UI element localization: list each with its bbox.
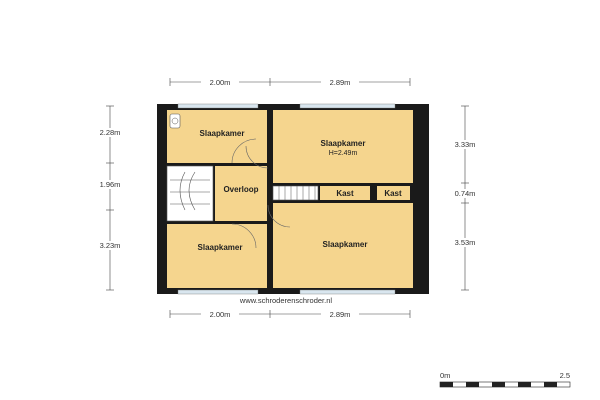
staircase-left <box>167 166 213 221</box>
room-slaapkamer-bottom-left <box>167 224 267 288</box>
sink-icon <box>170 114 180 128</box>
label-kast-2: Kast <box>384 189 402 198</box>
dim-left-2: 1.96m <box>99 180 121 189</box>
label-kast-1: Kast <box>336 189 354 198</box>
label-height: H=2.49m <box>328 150 358 157</box>
dim-top-left: 2.00m <box>209 78 231 87</box>
label-slaapkamer-top-left: Slaapkamer <box>199 129 245 138</box>
dim-right-1: 3.33m <box>454 140 476 149</box>
dim-left-1: 2.28m <box>99 128 121 137</box>
dim-bottom-right: 2.89m <box>329 310 351 319</box>
dim-bottom-left: 2.00m <box>209 310 231 319</box>
dim-right-3: 3.53m <box>454 238 476 247</box>
scale-bar <box>440 382 570 387</box>
scale-end-label: 2.5 <box>559 371 570 380</box>
label-slaapkamer-top-right: Slaapkamer <box>320 139 366 148</box>
dim-left-3: 3.23m <box>99 241 121 250</box>
staircase-center <box>273 186 318 200</box>
label-overloop: Overloop <box>223 185 259 194</box>
label-slaapkamer-bottom-left: Slaapkamer <box>197 243 243 252</box>
label-slaapkamer-bottom-right: Slaapkamer <box>322 240 368 249</box>
dim-right-2: 0.74m <box>454 189 476 198</box>
scale-start-label: 0m <box>440 371 451 380</box>
website-url: www.schroderenschroder.nl <box>239 296 333 305</box>
dim-top-right: 2.89m <box>329 78 351 87</box>
